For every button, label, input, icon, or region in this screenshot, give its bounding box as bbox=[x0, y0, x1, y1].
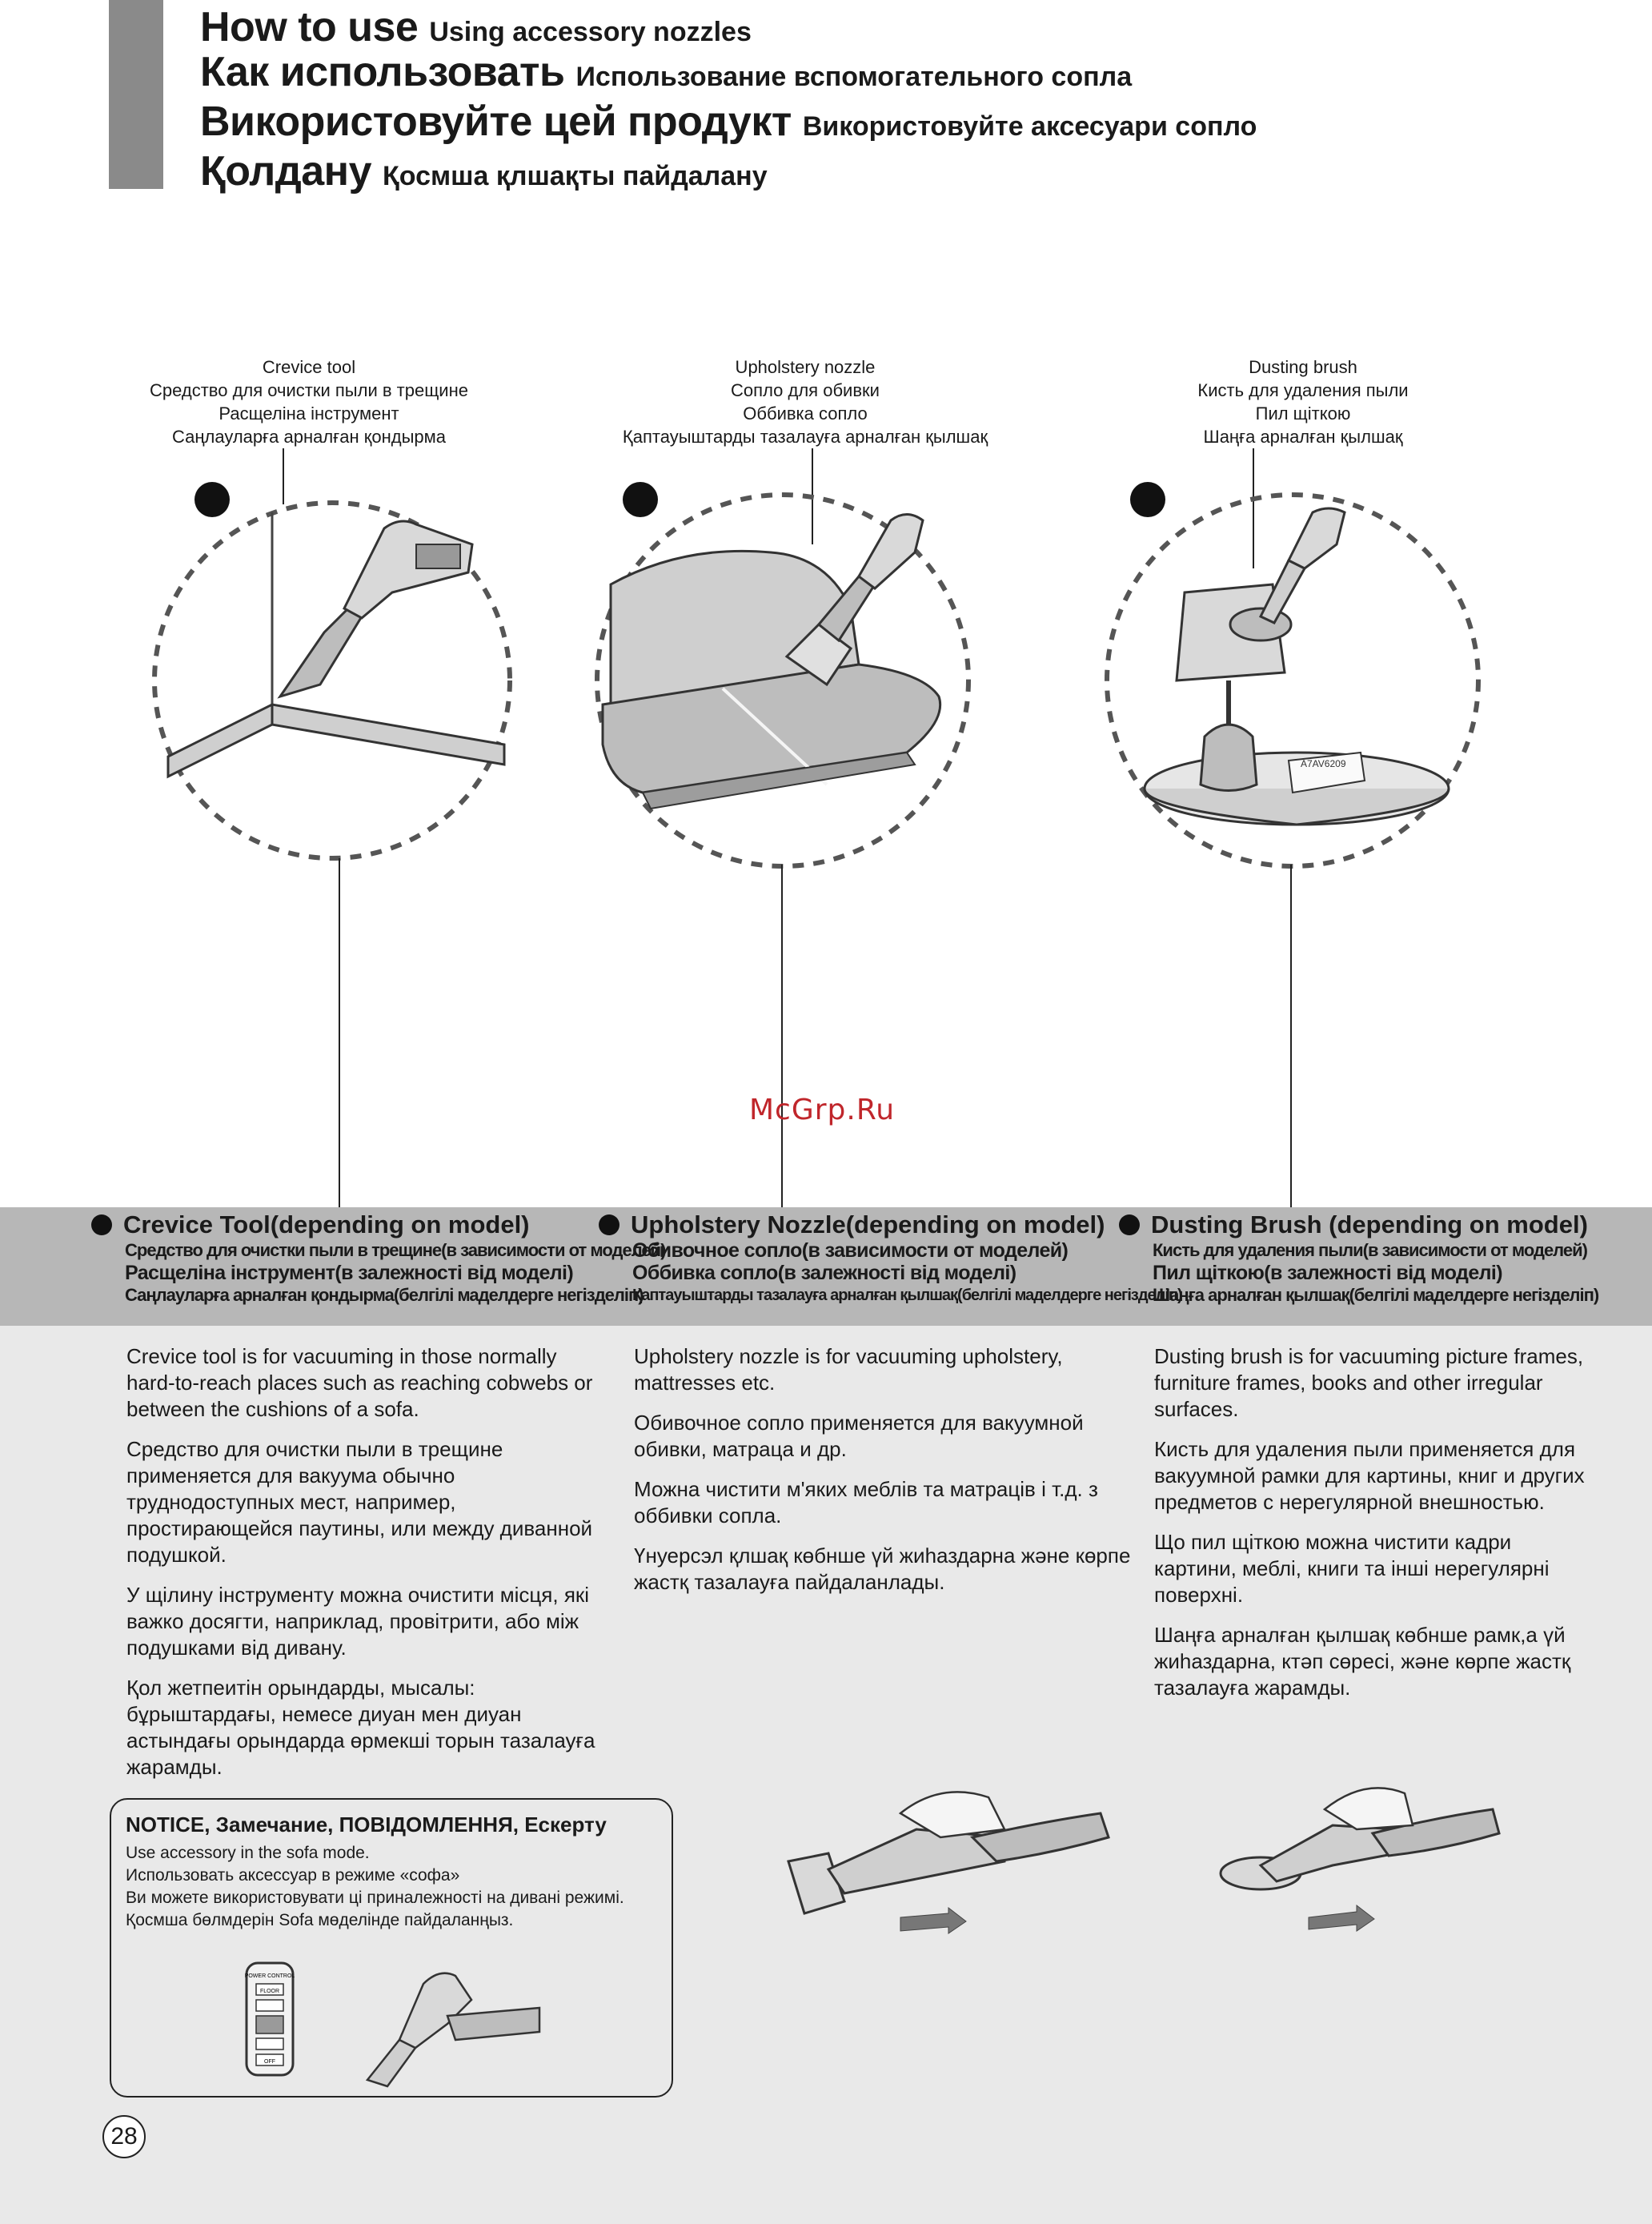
vacuum-handle-icon bbox=[351, 1952, 543, 2088]
connector-upholstery bbox=[781, 865, 783, 1207]
dusting-description: Dusting brush is for vacuuming picture frames, furniture frames, books and other irregular surfaces. Кисть для удаления пыли применяется для вакуумной рамки для картины, книг и других предметов с нерегулярной внешностью. Що пил щіткою можна чистити кадри картини, меблі, книги та інші нерегулярні поверхні. Шаңға арналған қылшақ көбнше рамк,а үй жиһаздарна, ктəп сөресі, және көрпе жастқ тазалауға жарамды. bbox=[1154, 1344, 1585, 1700]
caption-upholstery: Upholstery nozzle Сопло для обивки Оббивка сопло Қаптауыштарды тазалауға арналған қылшақ bbox=[622, 357, 988, 447]
section-header-upholstery: Upholstery Nozzle(depending on model) Обивочное сопло(в зависимости от моделей) Оббивка сопло(в залежності від моделі) Қаптауыштарды тазалауға арналған қылшақ(белгілі маделдерге негізделіп) bbox=[599, 1210, 1182, 1307]
section-header-dusting: Dusting Brush (depending on model) Кисть для удаления пыли(в зависимости от моделей) Пил щіткою(в залежності від моделі) Шаңға арналған қылшақ(белгілі маделдерге негізделіп) bbox=[1119, 1210, 1598, 1307]
crevice-tool-illustration bbox=[152, 488, 520, 873]
caption-dusting: Dusting brush Кисть для удаления пыли Пил щіткою Шаңға арналған қылшақ bbox=[1197, 357, 1409, 447]
upholstery-description: Upholstery nozzle is for vacuuming upholstery, mattresses etc. Обивочное сопло применяется для вакуумной обивки, матраца и др. Можна чистити м'яких меблів та матраців і т.д. з оббивки сопла. Үнуерсэл қлшақ көбнше үй жиһаздарна және көрпе жастқ тазалауға пайдаланлады. bbox=[634, 1344, 1131, 1594]
notice-box: NOTICE, Замечание, ПОВІДОМЛЕННЯ, Ескерту Use accessory in the sofa mode. Использовать аксессуар в режиме «софа» Ви можете використовувати ці приналежності на дивані режимі. Қосмша бөлмдерін Sofa мөделінде пайдаланңыз. POWER CONTROL FLOOR OFF bbox=[110, 1798, 673, 2098]
power-control-panel-icon bbox=[243, 1960, 299, 2080]
dusting-usage-illustration bbox=[1213, 1769, 1509, 1953]
title-accent-bar bbox=[109, 0, 163, 189]
connector-crevice bbox=[339, 858, 340, 1207]
connector-dusting bbox=[1290, 865, 1292, 1207]
watermark: McGrp.Ru bbox=[749, 1094, 896, 1126]
lamp-card-label: A7AV6209 bbox=[1301, 758, 1346, 769]
title-line-kk: Қолдану Қосмша қлшақты пайдалану bbox=[200, 148, 768, 195]
dusting-brush-illustration bbox=[1097, 488, 1489, 873]
bullet-icon bbox=[1119, 1214, 1140, 1235]
panel-label-off: OFF bbox=[264, 2059, 275, 2065]
title-line-ru: Как использовать Использование вспомогательного сопла bbox=[200, 49, 1133, 95]
section-header-crevice: Crevice Tool(depending on model) Средство для очистки пыли в трещине(в зависимости от моделей) Расщеліна інструмент(в залежності від моделі) Саңлауларға арналған қондырма(белгілі маделдерге негізделіп) bbox=[91, 1210, 665, 1307]
crevice-description: Crevice tool is for vacuuming in those normally hard-to-reach places such as reaching cobwebs or between the cushions of a sofa. Средство для очистки пыли в трещине применяется для вакуума обычно труднодоступных мест, например, простирающейся паутины, или между диванной подушкой. У щілину інструменту можна очистити місця, які важко досягти, наприклад, провітрити, або між подушками від дивану. Қол жетпеитін орындарды, мысалы: бұрыштардағы, немесе диуан мен диуан астындағы орындарда өрмекші торын тазалауға жарамды. bbox=[126, 1344, 595, 1779]
bullet-icon bbox=[599, 1214, 620, 1235]
title-line-en: How to use Using accessory nozzles bbox=[200, 4, 752, 50]
upholstery-nozzle-illustration bbox=[587, 488, 979, 873]
panel-label-floor: FLOOR bbox=[259, 1989, 280, 1994]
title-line-uk: Використовуйте цей продукт Використовуйте аксесуари сопло bbox=[200, 98, 1257, 145]
panel-label-power: POWER CONTROL bbox=[244, 1973, 295, 1979]
bullet-icon bbox=[91, 1214, 112, 1235]
caption-crevice: Crevice tool Средство для очистки пыли в трещине Расщеліна інструмент Саңлауларға арналған қондырма bbox=[150, 357, 468, 447]
page-number: 28 bbox=[102, 2115, 146, 2158]
upholstery-usage-illustration bbox=[780, 1773, 1117, 1957]
